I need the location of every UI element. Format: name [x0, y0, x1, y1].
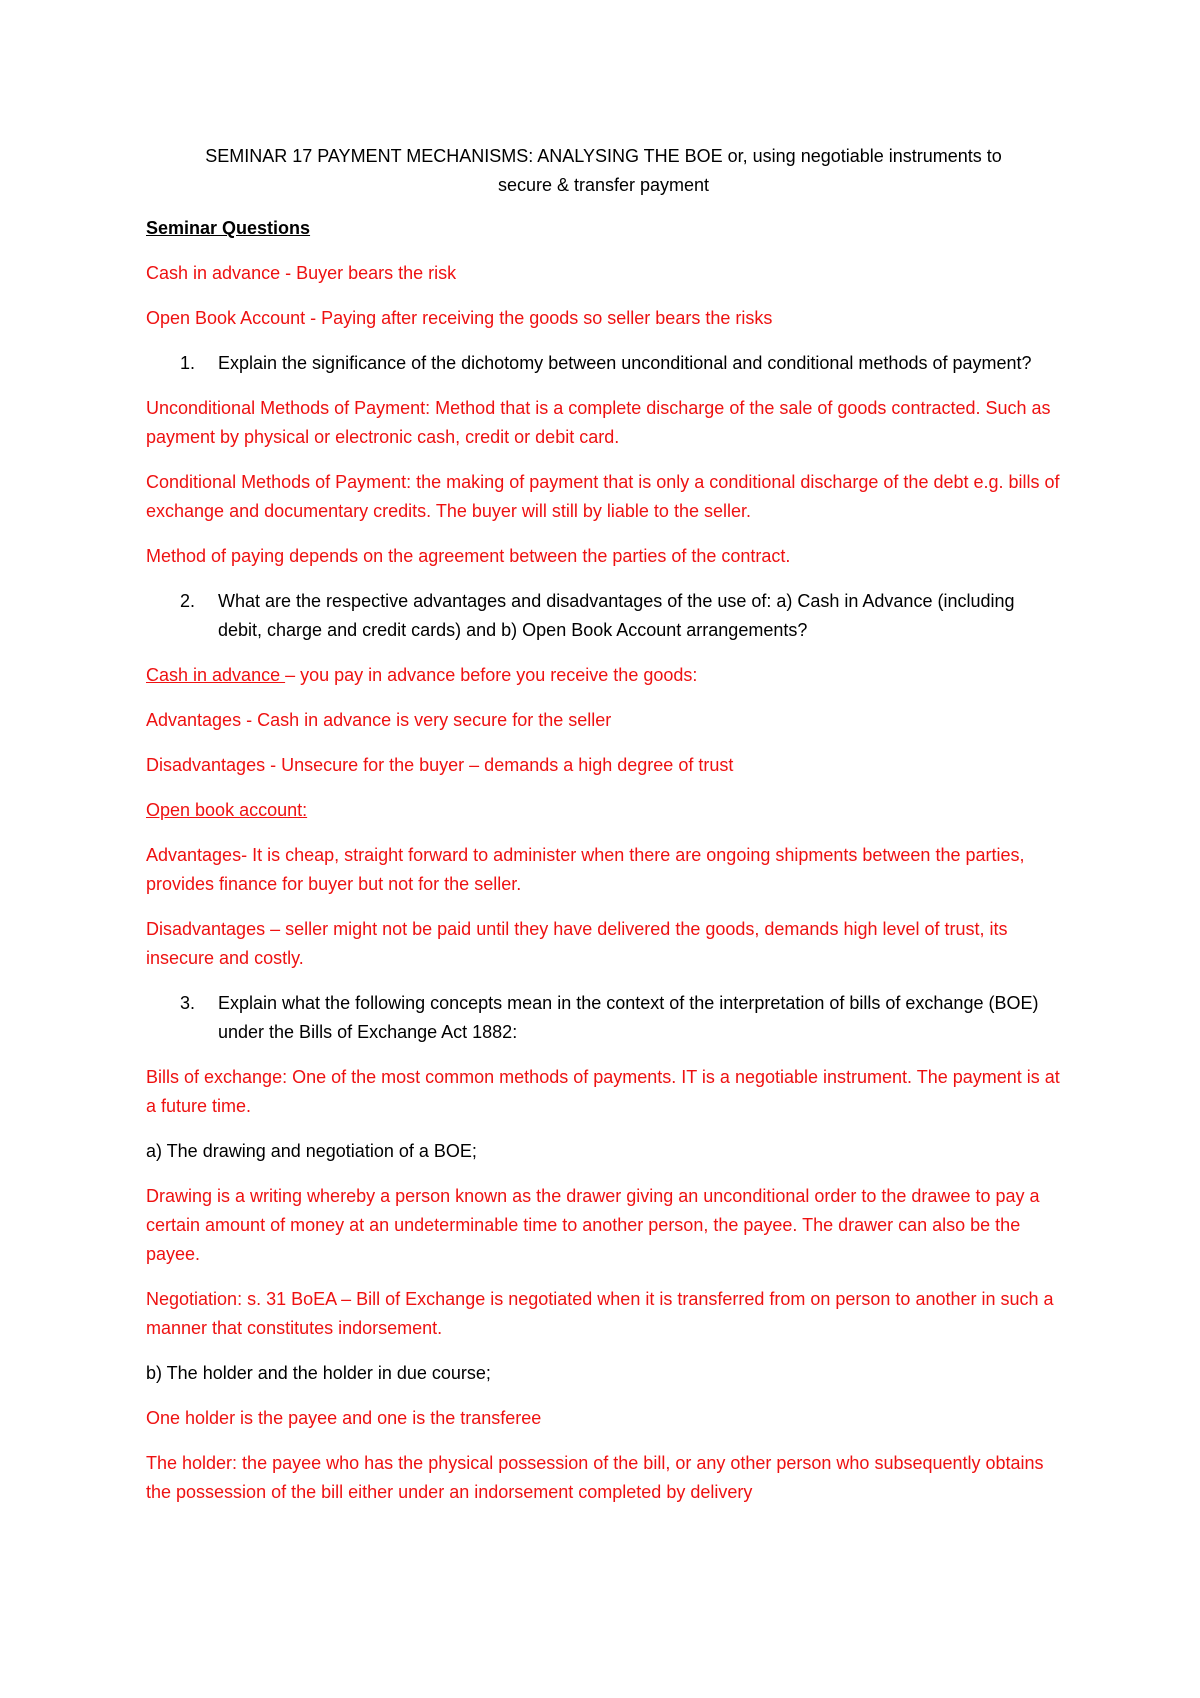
intro-open-book-account: Open Book Account - Paying after receiving the goods so seller bears the risks	[146, 308, 773, 328]
question-1-text: Explain the significance of the dichotomy between unconditional and conditional methods of payment?	[218, 353, 1032, 373]
holder-definition: The holder: the payee who has the physical possession of the bill, or any other person who subsequently obtains the possession of the bill either under an indorsement completed by delivery	[146, 1453, 1044, 1502]
question-2-number: 2.	[180, 591, 196, 611]
question-3-text: Explain what the following concepts mean in the context of the interpretation of bills of exchange (BOE) under the Bills of Exchange Act 1882:	[218, 993, 1039, 1042]
bills-of-exchange-definition: Bills of exchange: One of the most common methods of payments. IT is a negotiable instrument. The payment is at a future time.	[146, 1067, 1060, 1116]
intro-cash-in-advance: Cash in advance - Buyer bears the risk	[146, 263, 457, 283]
question-1	[146, 349, 1061, 378]
answer-unconditional: Unconditional Methods of Payment: Method that is a complete discharge of the sale of goods contracted. Such as payment by physical or electronic cash, credit or debit card.	[146, 398, 1051, 447]
question-1-number: 1.	[180, 353, 196, 373]
answer-conditional: Conditional Methods of Payment: the making of payment that is only a conditional discharge of the debt e.g. bills of exchange and documentary credits. The buyer will still by liable to the seller.	[146, 472, 1060, 521]
cash-in-advance-heading	[146, 661, 1061, 690]
cash-in-advance-heading-underlined: Cash in advance	[146, 665, 286, 685]
answer-method-of-paying: Method of paying depends on the agreement between the parties of the contract.	[146, 546, 791, 566]
title-line-1: SEMINAR 17 PAYMENT MECHANISMS: ANALYSING THE BOE or, using negotiable instruments to	[205, 146, 1002, 166]
section-heading: Seminar Questions	[146, 218, 311, 238]
question-3	[146, 989, 1061, 1047]
title-line-2: secure & transfer payment	[497, 175, 710, 195]
cash-advantages: Advantages - Cash in advance is very secure for the seller	[146, 710, 612, 730]
open-book-disadvantages: Disadvantages – seller might not be paid until they have delivered the goods, demands high level of trust, its insecure and costly.	[146, 919, 1008, 968]
question-2-text: What are the respective advantages and disadvantages of the use of: a) Cash in Advance (including debit, charge and credit cards) and b) Open Book Account arrangements?	[218, 591, 1015, 640]
open-book-advantages: Advantages- It is cheap, straight forward to administer when there are ongoing shipments between the parties, provides finance for buyer but not for the seller.	[146, 845, 1025, 894]
negotiation-definition: Negotiation: s. 31 BoEA – Bill of Exchange is negotiated when it is transferred from on person to another in such a manner that constitutes indorsement.	[146, 1289, 1054, 1338]
question-3-number: 3.	[180, 993, 196, 1013]
open-book-account-heading: Open book account:	[146, 800, 308, 820]
question-2	[146, 587, 1061, 645]
holder-intro: One holder is the payee and one is the transferee	[146, 1408, 542, 1428]
document-content	[146, 142, 1061, 1523]
subquestion-b: b) The holder and the holder in due course;	[146, 1363, 491, 1383]
cash-in-advance-heading-rest: – you pay in advance before you receive the goods:	[285, 665, 698, 685]
subquestion-a: a) The drawing and negotiation of a BOE;	[146, 1141, 477, 1161]
cash-disadvantages: Disadvantages - Unsecure for the buyer – demands a high degree of trust	[146, 755, 734, 775]
document-title	[146, 142, 1061, 200]
drawing-definition: Drawing is a writing whereby a person known as the drawer giving an unconditional order to the drawee to pay a certain amount of money at an undeterminable time to another person, the payee. The drawer can also be the payee.	[146, 1186, 1040, 1264]
